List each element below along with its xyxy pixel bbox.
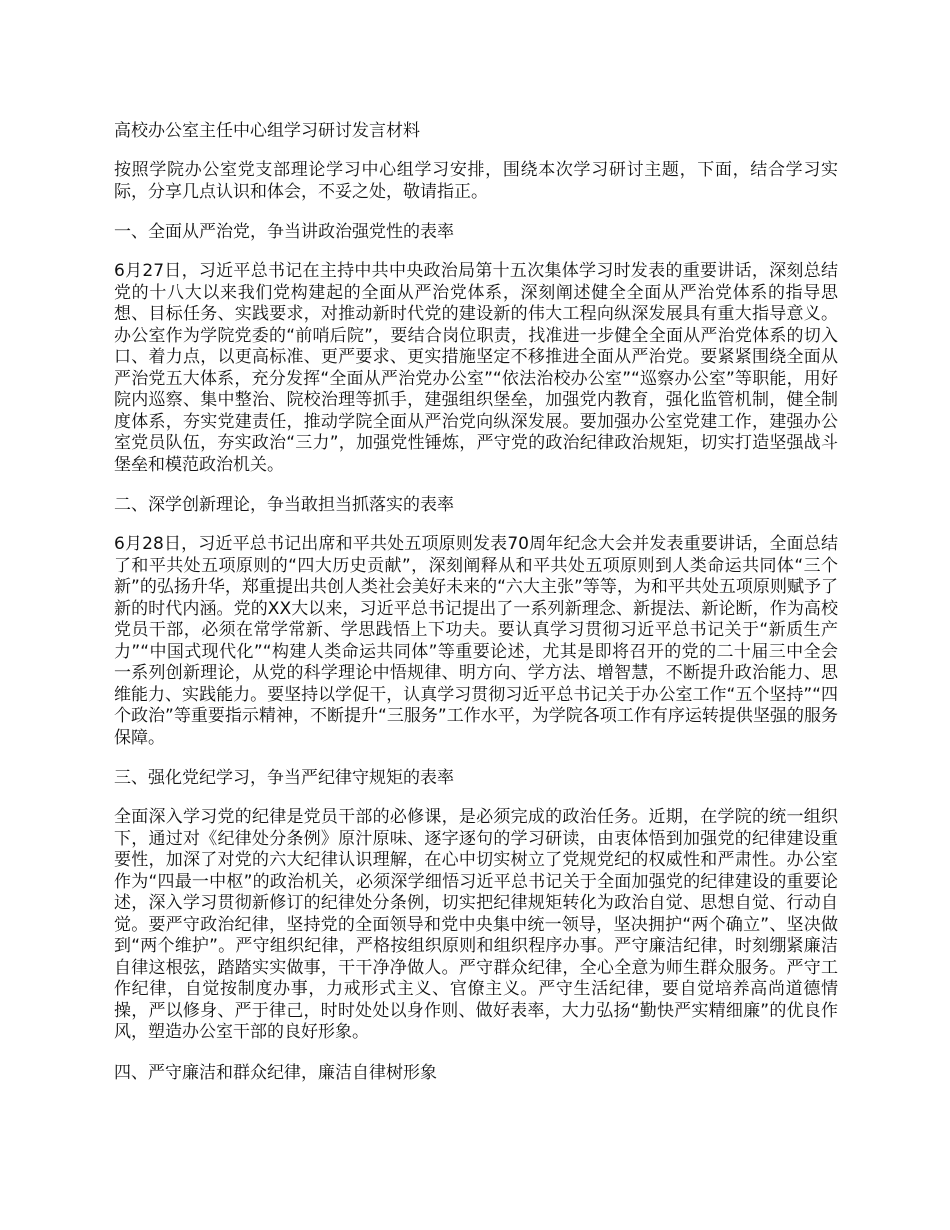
section-4-heading: 四、严守廉洁和群众纪律，廉洁自律树形象	[114, 1062, 437, 1083]
section-3-body: 全面深入学习党的纪律是党员干部的必修课，是必须完成的政治任务。近期，在学院的统一组织下，通过对《纪律处分条例》原汁原味、逐字逐句的学习研读，由衷体悟到加强党的纪律建设重要性，加深了对党的六大纪律认识理解，在心中切实树立了党规党纪的权威性和严肃性。办公室作为“四最一中枢”的政治机关，必须深学细悟习近平总书记关于全面加强党的纪律建设的重要论述，深入学习贯彻新修订的纪律处分条例，切实把纪律规矩转化为政治自觉、思想自觉、行动自觉。要严守政治纪律，坚持党的全面领导和党中央集中统一领导，坚决拥护“两个确立”、坚决做到“两个维护”。严守组织纪律，严格按组织原则和组织程序办事。严守廉洁纪律，时刻绷紧廉洁自律这根弦，踏踏实实做事，干干净净做人。严守群众纪律，全心全意为师生群众服务。严守工作纪律，自觉按制度办事，力戒形式主义、官僚主义。严守生活纪律，要自觉培养高尚道德情操，严以修身、严于律己，时时处处以身作则、做好表率，大力弘扬“勤快严实精细廉”的优良作风，塑造办公室干部的良好形象。	[114, 807, 838, 1042]
section-1-body: 6月27日，习近平总书记在主持中共中央政治局第十五次集体学习时发表的重要讲话，深刻总结党的十八大以来我们党构建起的全面从严治党体系，深刻阐述健全全面从严治党体系的指导思想、目标任务、实践要求，对推动新时代党的建设新的伟大工程向纵深发展具有重大指导意义。办公室作为学院党委的“前哨后院”，要结合岗位职责，找准进一步健全全面从严治党体系的切入口、着力点，以更高标准、更严要求、更实措施坚定不移推进全面从严治党。要紧紧围绕全面从严治党五大体系，充分发挥“全面从严治党办公室”“依法治校办公室”“巡察办公室”等职能，用好院内巡察、集中整治、院校治理等抓手，建强组织堡垒，加强党内教育，强化监管机制，健全制度体系，夯实党建责任，推动学院全面从严治党向纵深发展。要加强办公室党建工作，建强办公室党员队伍，夯实政治“三力”，加强党性锤炼，严守党的政治纪律政治规矩，切实打造坚强战斗堡垒和模范政治机关。	[114, 261, 838, 475]
intro-paragraph: 按照学院办公室党支部理论学习中心组学习安排，围绕本次学习研讨主题，下面，结合学习实际，分享几点认识和体会，不妥之处，敬请指正。	[114, 160, 838, 202]
section-1-heading: 一、全面从严治党，争当讲政治强党性的表率	[114, 222, 454, 242]
document-page	[114, 118, 838, 1102]
document-title: 高校办公室主任中心组学习研讨发言材料	[114, 121, 420, 141]
section-2-body: 6月28日，习近平总书记出席和平共处五项原则发表70周年纪念大会并发表重要讲话，全面总结了和平共处五项原则的“四大历史贡献”，深刻阐释从和平共处五项原则到人类命运共同体“三个新”的弘扬升华，郑重提出共创人类社会美好未来的“六大主张”等等，为和平共处五项原则赋予了新的时代内涵。党的XX大以来，习近平总书记提出了一系列新理念、新提法、新论断，作为高校党员干部，必须在常学常新、学思践悟上下功夫。要认真学习贯彻习近平总书记关于“新质生产力”“中国式现代化”“构建人类命运共同体”等重要论述，尤其是即将召开的党的二十届三中全会一系列创新理论，从党的科学理论中悟规律、明方向、学方法、增智慧，不断提升政治能力、思维能力、实践能力。要坚持以学促干，认真学习贯彻习近平总书记关于办公室工作“五个坚持”“四个政治”等重要指示精神，不断提升“三服务”工作水平，为学院各项工作有序运转提供坚强的服务保障。	[114, 534, 838, 748]
section-3-heading: 三、强化党纪学习，争当严纪律守规矩的表率	[114, 768, 454, 788]
section-2-heading: 二、深学创新理论，争当敢担当抓落实的表率	[114, 495, 454, 515]
